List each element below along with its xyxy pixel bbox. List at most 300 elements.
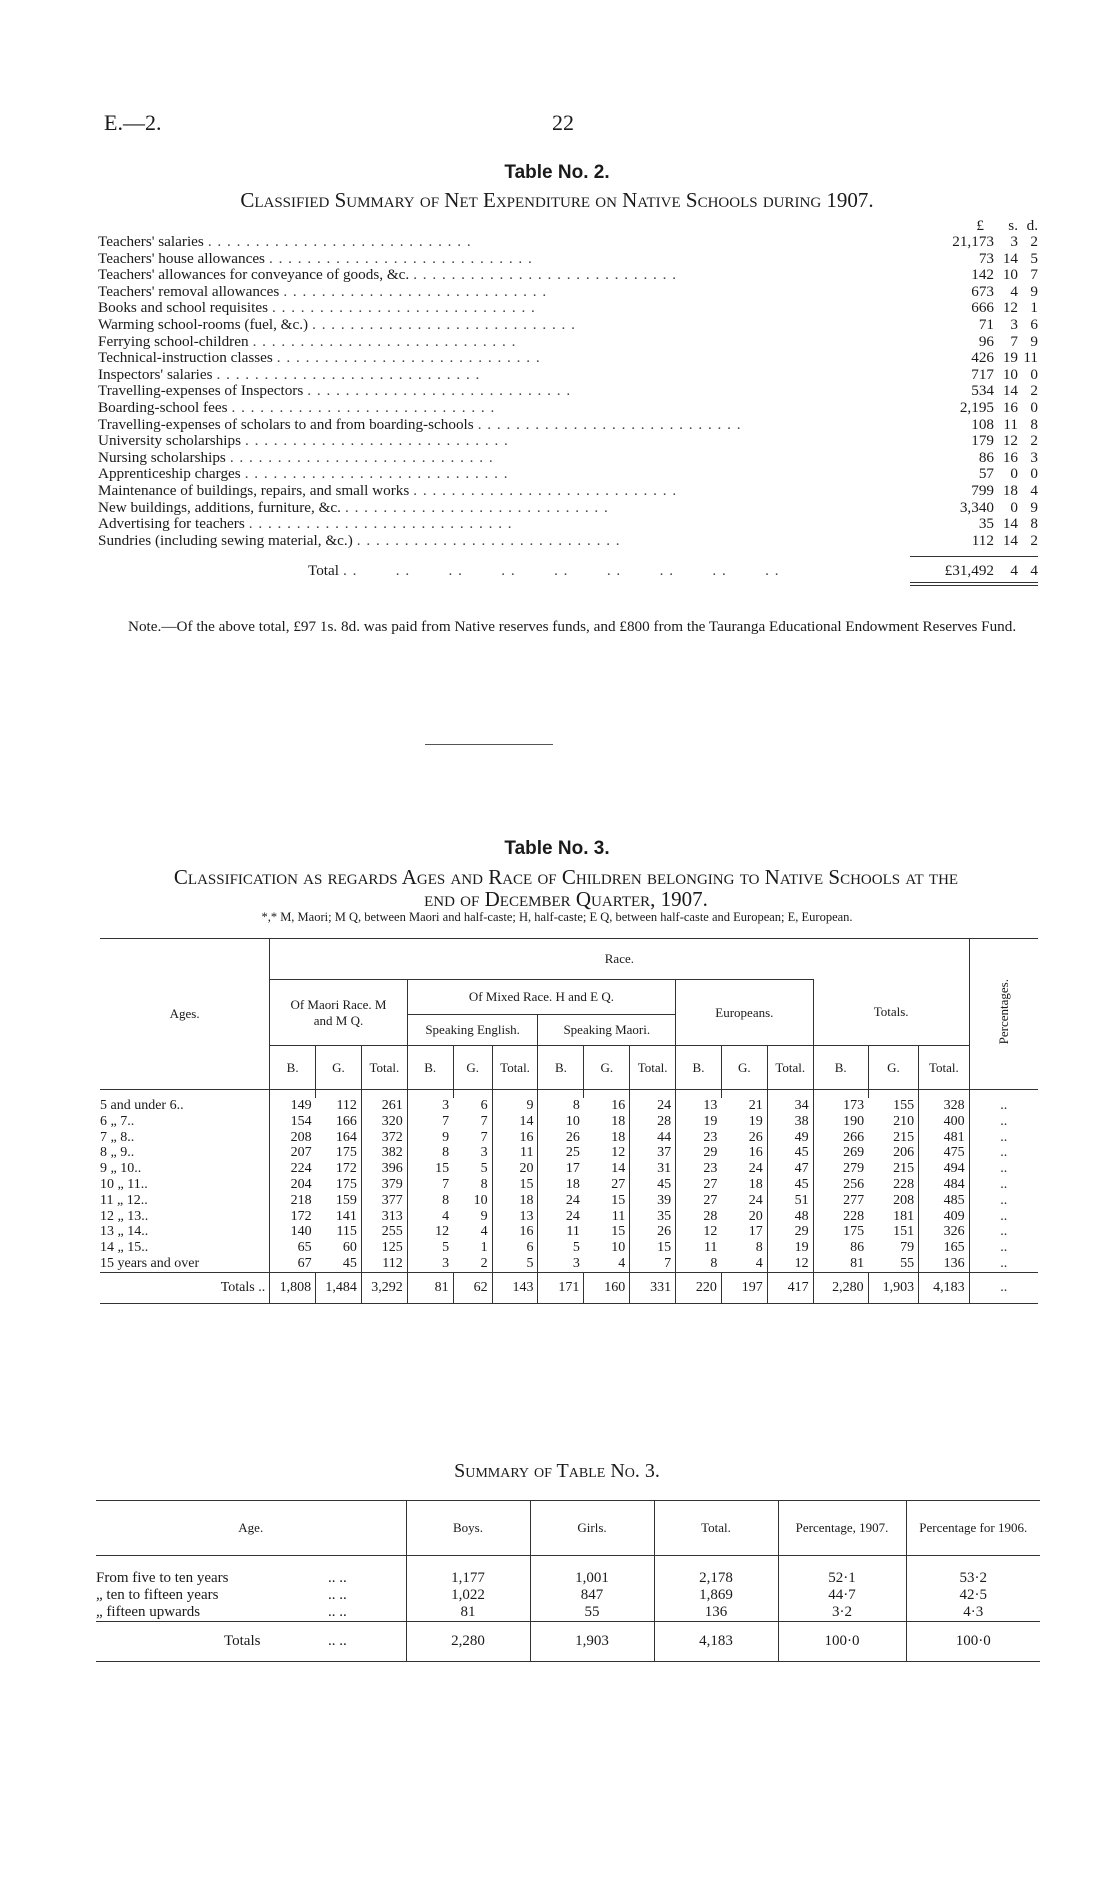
value-cell: 5 — [480, 1161, 488, 1177]
value-cell: 18 — [611, 1129, 626, 1145]
value-cell: 140 — [270, 1224, 316, 1240]
spacer-row — [100, 1090, 1038, 1099]
value-cell: 8 — [676, 1256, 722, 1272]
age-cell: 15 years and over — [100, 1255, 200, 1271]
leader-dots: .. .. — [328, 1570, 347, 1586]
value-cell: 5 — [407, 1240, 453, 1256]
expenditure-row — [98, 533, 1038, 550]
value-cell: 136 — [919, 1256, 969, 1272]
value-cell: 31 — [630, 1161, 676, 1177]
value-cell: 228 — [813, 1209, 868, 1225]
expenditure-label: Travelling-expenses of scholars to and from boarding-schools — [98, 415, 474, 433]
amount-shillings: 14 — [1002, 382, 1018, 400]
value-cell: 24 — [748, 1161, 763, 1177]
summary-girls-cell: 1,001 — [530, 1570, 654, 1587]
page-series-label: E.—2. — [104, 110, 162, 135]
expenditure-row — [98, 483, 1038, 500]
summary-age-label: From five to ten years — [96, 1570, 229, 1586]
value-cell: 38 — [767, 1114, 813, 1130]
percentages-header — [969, 939, 1038, 1090]
value-cell: 328 — [919, 1098, 969, 1114]
value-cell: 485 — [919, 1193, 969, 1209]
amount-pounds: 799 — [971, 481, 994, 499]
table3-row — [100, 1145, 1038, 1161]
value-cell: 481 — [919, 1130, 969, 1146]
amount-pounds: 2,195 — [959, 398, 994, 416]
expenditure-row — [98, 234, 1038, 251]
totals-label: Totals .. — [100, 1272, 270, 1303]
value-cell: 16 — [611, 1098, 626, 1113]
summary-girls-cell: 1,903 — [530, 1622, 654, 1662]
leader-dots: .. .. — [328, 1633, 347, 1649]
value-cell: 218 — [270, 1193, 316, 1209]
amount-pence: 3 — [1030, 448, 1038, 466]
value-cell: 175 — [335, 1145, 357, 1161]
summary-girls-cell: 55 — [530, 1604, 654, 1622]
expenditure-label: Apprenticeship charges — [98, 465, 241, 483]
value-cell: 8 — [755, 1240, 763, 1256]
value-cell: 55 — [900, 1255, 915, 1271]
amount-pence: 1 — [1030, 299, 1038, 317]
leader-dots: . . . . . . . . . . . . . . . . . . . . . . . . . . . . — [344, 499, 609, 516]
summary-total-cell: 1,869 — [654, 1587, 778, 1604]
value-cell: 26 — [748, 1129, 763, 1145]
amount-pence: 0 — [1030, 465, 1038, 483]
summary-pct1907-cell: 100·0 — [778, 1622, 906, 1662]
value-cell: 396 — [361, 1161, 407, 1177]
value-cell: 154 — [270, 1114, 316, 1130]
col-total: Total. — [630, 1046, 676, 1090]
value-cell: 60 — [342, 1240, 357, 1256]
value-cell: 15 — [630, 1240, 676, 1256]
value-cell: 23 — [676, 1130, 722, 1146]
value-cell: 26 — [630, 1224, 676, 1240]
table3-row — [100, 1161, 1038, 1177]
leader-dots: . . . . . . . . . . . . . . . . . . . . . . . . . . . . — [477, 416, 742, 433]
table3-row — [100, 1224, 1038, 1240]
percentage-cell: .. — [969, 1193, 1038, 1209]
value-cell: 51 — [767, 1193, 813, 1209]
table3-row — [100, 1130, 1038, 1146]
summary-row — [96, 1587, 1040, 1604]
value-cell: 9 — [480, 1208, 488, 1224]
value-cell: 8 — [480, 1176, 488, 1192]
value-cell: 16 — [492, 1130, 538, 1146]
table2-subtitle: Classified Summary of Net Expenditure on Native Schools during 1907. — [240, 188, 874, 212]
summary-boys-cell: 1,177 — [406, 1570, 530, 1587]
value-cell: 228 — [893, 1176, 915, 1192]
table3-row — [100, 1098, 1038, 1114]
amount-pounds: 21,173 — [952, 233, 994, 250]
value-cell: 151 — [893, 1224, 915, 1240]
amount-shillings: 0 — [1010, 498, 1018, 516]
table3-totals-row — [100, 1272, 1038, 1303]
amount-shillings: 3 — [1010, 233, 1018, 250]
amount-pence: 7 — [1030, 266, 1038, 284]
value-cell: 10 — [611, 1240, 626, 1256]
value-cell: 171 — [538, 1272, 584, 1303]
table2-note: Note.—Of the above total, £97 1s. 8d. was paid from Native reserves funds, and £800 from the Tauranga Educational Endowment Reserves Fund. — [128, 618, 1017, 635]
value-cell: 7 — [407, 1177, 453, 1193]
leader-dots: . . . . . . . . . . . . . . . . . . . . . . . . . . . . — [216, 366, 481, 383]
expenditure-label: Sundries (including sewing material, &c.) — [98, 531, 353, 549]
expenditure-label: New buildings, additions, furniture, &c. — [98, 498, 341, 516]
amount-pence: 0 — [1030, 365, 1038, 383]
value-cell: 5 — [492, 1256, 538, 1272]
value-cell: 7 — [480, 1129, 488, 1145]
leader-dots: . . . . . . . . . . . . . . . . . . . . . . . . . . . . — [413, 482, 678, 499]
col-total: Total. — [492, 1046, 538, 1090]
percentage-cell: .. — [969, 1240, 1038, 1256]
summary-boys-cell: 1,022 — [406, 1587, 530, 1604]
value-cell: 49 — [767, 1130, 813, 1146]
leader-dots: . . . . . . . . . . . . . . . . . . . . . . . . . . . . — [229, 449, 494, 466]
summary-girls-header: Girls. — [530, 1501, 654, 1556]
value-cell: 28 — [630, 1114, 676, 1130]
value-cell: 207 — [270, 1145, 316, 1161]
summary-totals-row — [96, 1622, 1040, 1662]
value-cell: 159 — [335, 1192, 357, 1208]
value-cell: 18 — [611, 1113, 626, 1129]
summary-total-cell: 2,178 — [654, 1570, 778, 1587]
expenditure-label: Teachers' removal allowances — [98, 282, 280, 300]
value-cell: 372 — [361, 1130, 407, 1146]
expenditure-row — [98, 300, 1038, 317]
value-cell: 3,292 — [361, 1272, 407, 1303]
summary-age-cell — [96, 1570, 406, 1587]
percentage-cell: .. — [969, 1130, 1038, 1146]
summary-pct1906-cell: 42·5 — [906, 1587, 1040, 1604]
value-cell: 12 — [611, 1145, 626, 1161]
ages-header: Ages. — [100, 939, 270, 1090]
value-cell: 3 — [480, 1145, 488, 1161]
leader-dots: . . . . . . . . . . . . . . . . . . . . . . . . . . . . — [245, 433, 509, 450]
summary-age-cell — [96, 1604, 406, 1622]
col-b: B. — [813, 1046, 868, 1090]
expenditure-row — [98, 334, 1038, 351]
table3-body — [100, 1090, 1038, 1304]
value-cell: 197 — [721, 1272, 767, 1303]
totals-header: Totals. — [813, 980, 969, 1046]
value-cell: 326 — [919, 1224, 969, 1240]
value-cell: 475 — [919, 1145, 969, 1161]
amount-pence: 2 — [1030, 233, 1038, 250]
expenditure-row — [98, 400, 1038, 417]
value-cell: 125 — [361, 1240, 407, 1256]
expenditure-row — [98, 251, 1038, 268]
amount-pence: 9 — [1030, 498, 1038, 516]
percentage-cell: .. — [969, 1177, 1038, 1193]
leader-dots: .. .. — [328, 1604, 347, 1620]
table3-row — [100, 1193, 1038, 1209]
value-cell: 81 — [813, 1256, 868, 1272]
leader-dots: . . . . . . . . . . . . . . . . . . — [343, 563, 780, 580]
section-divider — [425, 744, 553, 745]
amount-pounds: 534 — [971, 382, 994, 400]
amount-pounds: 666 — [971, 299, 994, 317]
amount-shillings: 12 — [1002, 432, 1018, 450]
col-total: Total. — [919, 1046, 969, 1090]
total-double-rule — [910, 582, 1038, 586]
summary-girls-cell: 847 — [530, 1587, 654, 1604]
value-cell: 1 — [480, 1240, 488, 1256]
summary-pct1906-cell: 4·3 — [906, 1604, 1040, 1622]
value-cell: 12 — [407, 1224, 453, 1240]
total-shillings: 4 — [1010, 562, 1018, 580]
expenditure-label: Maintenance of buildings, repairs, and small works — [98, 481, 410, 499]
amount-pence: 9 — [1030, 282, 1038, 300]
amount-shillings: 16 — [1002, 448, 1018, 466]
amount-pounds: 3,340 — [959, 498, 994, 516]
value-cell: 204 — [270, 1177, 316, 1193]
total-rule — [910, 556, 1038, 557]
value-cell: 256 — [813, 1177, 868, 1193]
value-cell: 79 — [900, 1240, 915, 1256]
expenditure-row — [98, 267, 1038, 284]
value-cell: 16 — [748, 1145, 763, 1161]
value-cell: 320 — [361, 1114, 407, 1130]
value-cell: 16 — [492, 1224, 538, 1240]
age-cell: 14 „ 15.. — [100, 1240, 149, 1256]
table3-title: Table No. 3. — [504, 838, 610, 859]
expenditure-label: Nursing scholarships — [98, 448, 226, 466]
value-cell: 35 — [630, 1209, 676, 1225]
value-cell: 13 — [676, 1098, 722, 1114]
value-cell: 19 — [676, 1114, 722, 1130]
value-cell: 261 — [361, 1098, 407, 1114]
col-b: B. — [538, 1046, 584, 1090]
amount-shillings: 7 — [1010, 332, 1018, 350]
percentages-header-text: Percentages. — [995, 979, 1011, 1045]
value-cell: 29 — [676, 1145, 722, 1161]
value-cell: 10 — [538, 1114, 584, 1130]
leader-dots: . . . . . . . . . . . . . . . . . . . . . . . . . . . . — [283, 283, 548, 300]
value-cell: 24 — [538, 1209, 584, 1225]
shillings-header: s. — [1008, 217, 1018, 234]
value-cell: 173 — [813, 1098, 868, 1114]
amount-pounds: 96 — [978, 332, 994, 350]
col-b: B. — [676, 1046, 722, 1090]
expenditure-label: Inspectors' salaries — [98, 365, 213, 383]
summary-total-cell: 136 — [654, 1604, 778, 1622]
amount-shillings: 10 — [1002, 266, 1018, 284]
expenditure-label: Travelling-expenses of Inspectors — [98, 382, 304, 400]
value-cell: 141 — [335, 1208, 357, 1224]
summary-age-header: Age. — [96, 1501, 406, 1556]
amount-pence: 5 — [1030, 249, 1038, 267]
value-cell: 112 — [336, 1098, 357, 1113]
total-label: Total — [308, 562, 339, 580]
value-cell: 27 — [676, 1177, 722, 1193]
value-cell: 12 — [767, 1256, 813, 1272]
leader-dots: . . . . . . . . . . . . . . . . . . . . . . . . . . . . — [244, 466, 509, 483]
summary-boys-cell: 2,280 — [406, 1622, 530, 1662]
col-g: G. — [453, 1046, 492, 1090]
value-cell: 377 — [361, 1193, 407, 1209]
amount-pounds: 179 — [971, 432, 994, 450]
value-cell: 23 — [676, 1161, 722, 1177]
value-cell: 86 — [813, 1240, 868, 1256]
value-cell: 175 — [335, 1176, 357, 1192]
value-cell: 15 — [611, 1224, 626, 1240]
expenditure-label: Teachers' house allowances — [98, 249, 265, 267]
value-cell: 160 — [584, 1272, 630, 1303]
race-header: Race. — [270, 939, 969, 980]
value-cell: 2 — [480, 1255, 488, 1271]
value-cell: 28 — [676, 1209, 722, 1225]
age-cell: 12 „ 13.. — [100, 1208, 149, 1224]
col-b: B. — [270, 1046, 316, 1090]
value-cell: 224 — [270, 1161, 316, 1177]
summary-total-cell: 4,183 — [654, 1622, 778, 1662]
value-cell: 11 — [676, 1240, 722, 1256]
age-cell: 7 „ 8.. — [100, 1129, 135, 1145]
value-cell: 165 — [919, 1240, 969, 1256]
amount-pounds: 35 — [978, 515, 994, 533]
amount-shillings: 16 — [1002, 398, 1018, 416]
table3-legend: *,* M, Maori; M Q, between Maori and half-caste; H, half-caste; E Q, between half-caste and European; E, European. — [261, 910, 853, 924]
value-cell: 14 — [611, 1161, 626, 1177]
value-cell: 313 — [361, 1209, 407, 1225]
expenditure-label: Ferrying school-children — [98, 332, 249, 350]
value-cell: 4 — [755, 1255, 763, 1271]
value-cell: 279 — [813, 1161, 868, 1177]
value-cell: 208 — [270, 1130, 316, 1146]
expenditure-row — [98, 516, 1038, 533]
table3-row — [100, 1256, 1038, 1272]
expenditure-label: Advertising for teachers — [98, 515, 245, 533]
value-cell: 45 — [767, 1145, 813, 1161]
leader-dots: . . . . . . . . . . . . . . . . . . . . . . . . . . . . — [312, 316, 576, 333]
value-cell: 1,903 — [868, 1272, 918, 1303]
value-cell: 6 — [492, 1240, 538, 1256]
summary-pct1906-cell: 100·0 — [906, 1622, 1040, 1662]
summary-total-header: Total. — [654, 1501, 778, 1556]
value-cell: 155 — [893, 1098, 915, 1113]
summary-row — [96, 1570, 1040, 1587]
value-cell: 379 — [361, 1177, 407, 1193]
value-cell: 25 — [538, 1145, 584, 1161]
table2-expenditure-list — [98, 218, 1038, 586]
value-cell: 6 — [480, 1098, 488, 1113]
value-cell: 172 — [270, 1209, 316, 1225]
value-cell: 277 — [813, 1193, 868, 1209]
value-cell: 172 — [335, 1161, 357, 1177]
amount-pence: 8 — [1030, 415, 1038, 433]
age-cell: 9 „ 10.. — [100, 1161, 142, 1177]
value-cell: 4,183 — [919, 1272, 969, 1303]
age-cell: 5 and under 6.. — [100, 1098, 184, 1113]
col-total: Total. — [767, 1046, 813, 1090]
value-cell: 208 — [893, 1192, 915, 1208]
expenditure-row — [98, 317, 1038, 334]
value-cell: 255 — [361, 1224, 407, 1240]
value-cell: 9 — [407, 1130, 453, 1146]
speaking-maori-header: Speaking Maori. — [538, 1015, 676, 1046]
age-cell: 8 „ 9.. — [100, 1145, 135, 1161]
leader-dots: . . . . . . . . . . . . . . . . . . . . . . . . . . . . — [268, 250, 533, 267]
amount-pounds: 112 — [971, 531, 994, 549]
currency-header — [98, 218, 1038, 234]
amount-pounds: 71 — [978, 315, 994, 333]
value-cell: 3 — [538, 1256, 584, 1272]
expenditure-row — [98, 466, 1038, 483]
value-cell: 409 — [919, 1209, 969, 1225]
col-g: G. — [316, 1046, 362, 1090]
leader-dots: . . . . . . . . . . . . . . . . . . . . . . . . . . . . — [276, 350, 541, 367]
summary-pct1907-cell: 44·7 — [778, 1587, 906, 1604]
value-cell: 27 — [676, 1193, 722, 1209]
table3-row — [100, 1177, 1038, 1193]
amount-pence: 9 — [1030, 332, 1038, 350]
maori-race-header: Of Maori Race. M and M Q. — [270, 980, 408, 1046]
value-cell: 143 — [492, 1272, 538, 1303]
europeans-header: Europeans. — [676, 980, 814, 1046]
value-cell: 24 — [630, 1098, 676, 1114]
value-cell: 26 — [538, 1130, 584, 1146]
expenditure-label: Boarding-school fees — [98, 398, 228, 416]
age-cell: 10 „ 11.. — [100, 1176, 148, 1192]
value-cell: 115 — [336, 1224, 357, 1240]
value-cell: 4 — [618, 1255, 626, 1271]
value-cell: 48 — [767, 1209, 813, 1225]
leader-dots: . . . . . . . . . . . . . . . . . . . . . . . . . . . . — [207, 234, 472, 250]
value-cell: 27 — [611, 1176, 626, 1192]
value-cell: 20 — [492, 1161, 538, 1177]
col-total: Total. — [361, 1046, 407, 1090]
table3-age-race-table — [100, 938, 1038, 1304]
amount-pence: 2 — [1030, 432, 1038, 450]
percentage-cell: .. — [969, 1209, 1038, 1225]
value-cell: 11 — [538, 1224, 584, 1240]
percentage-cell: .. — [969, 1256, 1038, 1272]
percentage-cell: .. — [969, 1098, 1038, 1114]
value-cell: 67 — [270, 1256, 316, 1272]
amount-pence: 0 — [1030, 398, 1038, 416]
amount-shillings: 11 — [1003, 415, 1018, 433]
percentage-cell: .. — [969, 1145, 1038, 1161]
value-cell: 382 — [361, 1145, 407, 1161]
age-cell: 11 „ 12.. — [100, 1192, 148, 1208]
leader-dots: . . . . . . . . . . . . . . . . . . . . . . . . . . . . — [413, 267, 678, 284]
amount-pounds: 73 — [978, 249, 994, 267]
expenditure-row — [98, 417, 1038, 434]
value-cell: 7 — [480, 1113, 488, 1129]
value-cell: 18 — [748, 1176, 763, 1192]
amount-shillings: 0 — [1010, 465, 1018, 483]
value-cell: 417 — [767, 1272, 813, 1303]
summary-age-label: „ ten to fifteen years — [96, 1587, 219, 1603]
col-g: G. — [584, 1046, 630, 1090]
summary-pct1907-header: Percentage, 1907. — [778, 1501, 906, 1556]
value-cell: 166 — [335, 1113, 357, 1129]
amount-pounds: 717 — [971, 365, 994, 383]
value-cell: 45 — [630, 1177, 676, 1193]
summary-pct1907-cell: 52·1 — [778, 1570, 906, 1587]
value-cell: 331 — [630, 1272, 676, 1303]
amount-pounds: 86 — [978, 448, 994, 466]
amount-shillings: 3 — [1010, 315, 1018, 333]
value-cell: 11 — [611, 1208, 626, 1224]
value-cell: 215 — [893, 1161, 915, 1177]
age-cell: 13 „ 14.. — [100, 1224, 149, 1240]
summary-age-cell — [96, 1587, 406, 1604]
amount-shillings: 18 — [1002, 481, 1018, 499]
value-cell: 44 — [630, 1130, 676, 1146]
table3-row — [100, 1114, 1038, 1130]
table3-subtitle — [96, 866, 1036, 910]
value-cell: 47 — [767, 1161, 813, 1177]
